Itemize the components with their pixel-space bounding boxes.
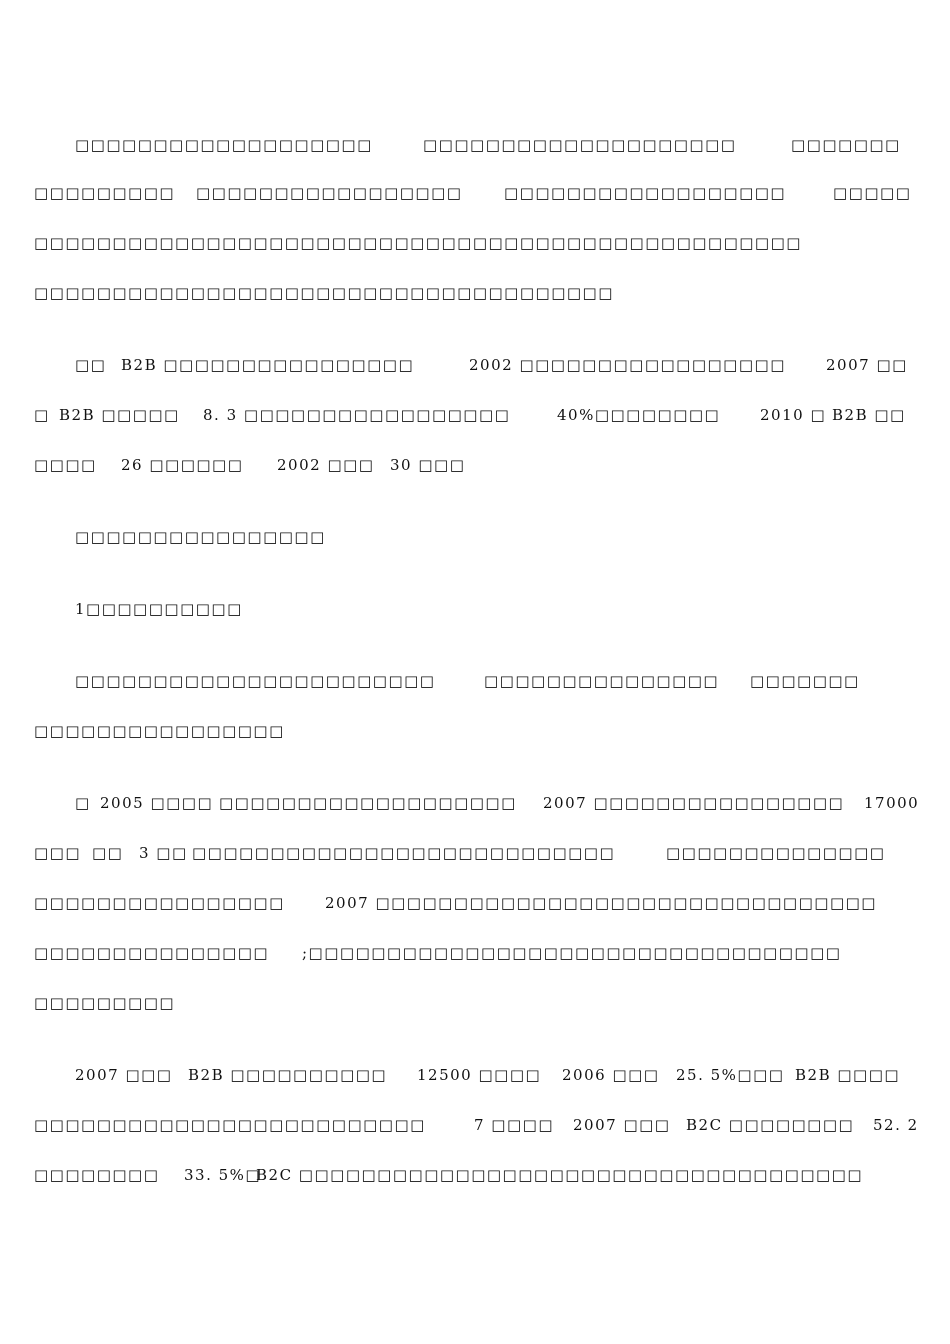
text-segment: □□□□□□□□□□□□□□□□□□□ xyxy=(75,136,373,154)
text-segment: 26 □□□□□□ xyxy=(121,456,244,474)
text-line xyxy=(0,182,950,204)
text-segment: □□□□□□□□□□□□□□□□□□ xyxy=(504,184,787,202)
text-line xyxy=(0,454,950,476)
text-segment: B2B □□□□ xyxy=(795,1066,901,1084)
text-segment: 2007 □□□□□□□□□□□□□□□□□□□□□□□□□□□□□□□□ xyxy=(325,894,877,912)
text-line xyxy=(0,720,950,742)
text-segment: □□□□□□□□□□□□□□□□ xyxy=(34,894,285,912)
text-segment: □□□□□□□□□□□□□□□□□ xyxy=(196,184,463,202)
text-segment: 2002 □□□□□□□□□□□□□□□□□ xyxy=(469,356,786,374)
text-segment: □□□□□□□□□□□□□□□ xyxy=(34,944,270,962)
text-segment: □□□□ xyxy=(34,456,97,474)
text-segment: 2002 □□□ xyxy=(277,456,375,474)
text-segment: 2006 □□□ xyxy=(562,1066,660,1084)
text-segment: B2B □□ xyxy=(832,406,906,424)
text-segment: 17000 xyxy=(864,794,920,812)
text-segment: B2C □□□□□□□□ xyxy=(686,1116,855,1134)
text-segment: □□ xyxy=(75,356,107,374)
text-line xyxy=(0,134,950,156)
text-segment: 2010 □ xyxy=(760,406,827,424)
text-segment: □ xyxy=(34,406,50,424)
text-segment: B2B □□□□□□□□□□ xyxy=(188,1066,388,1084)
text-segment: □□□□□□□ xyxy=(791,136,901,154)
text-segment: □□□□□□□□□□□□□□□□□□□□□□□□□ xyxy=(34,1116,426,1134)
text-segment: □□□□□□□□□□□□□□□□□□□□□□□□□□□□□□□□□□□□□□□□□□□□□□□□□ xyxy=(34,234,802,252)
text-segment: 2005 □□□□ xyxy=(100,794,214,812)
text-segment: □□□□□□□□□□□□□□□□□□□□□□□ xyxy=(75,672,436,690)
text-segment: □□□□□□□□□□□□□□□□□□□□□□□□□□□□□□□□□□□□□ xyxy=(34,284,614,302)
text-line xyxy=(0,942,950,964)
text-segment: 12500 □□□□ xyxy=(417,1066,542,1084)
text-line xyxy=(0,598,950,620)
text-segment: 30 □□□ xyxy=(390,456,466,474)
text-segment: 3 □□ xyxy=(139,844,188,862)
text-segment: □□□□□□□□□□□□□□□□□□□□ xyxy=(423,136,737,154)
text-segment: □□□□□□□□□ xyxy=(34,184,176,202)
text-line xyxy=(0,232,950,254)
text-segment: 1□□□□□□□□□□ xyxy=(75,600,243,618)
text-segment: □□□□□□□□ xyxy=(34,1166,160,1184)
text-segment: □□□□□□□□□□□□□□□ xyxy=(484,672,720,690)
text-segment: 2007 □□ xyxy=(826,356,908,374)
text-segment: 2007 □□□ xyxy=(573,1116,671,1134)
text-segment: ;□□□□□□□□□□□□□□□□□□□□□□□□□□□□□□□□□□ xyxy=(302,944,842,962)
text-segment: □□□□□□□□□□□□□□□□□□□ xyxy=(219,794,517,812)
text-line xyxy=(0,892,950,914)
text-line xyxy=(0,1164,950,1186)
text-segment: □□□□□□□ xyxy=(750,672,860,690)
text-segment: □□□□□□□□□□□□□□ xyxy=(666,844,886,862)
text-segment: 8. 3 □□□□□□□□□□□□□□□□□ xyxy=(203,406,511,424)
text-segment: B2B □□□□□□□□□□□□□□□□ xyxy=(121,356,415,374)
text-line xyxy=(0,1114,950,1136)
text-segment: □□□ xyxy=(34,844,82,862)
text-line xyxy=(0,1064,950,1086)
text-line xyxy=(0,792,950,814)
text-segment: 7 □□□□ xyxy=(474,1116,555,1134)
text-segment: B2B □□□□□ xyxy=(59,406,180,424)
text-segment: □□□□□□□□□□□□□□□□□□□□□□□□□□□ xyxy=(192,844,616,862)
text-segment: □□□□□□□□□□□□□□□□ xyxy=(34,722,285,740)
text-line xyxy=(0,282,950,304)
text-segment: 2007 □□□ xyxy=(75,1066,173,1084)
text-line xyxy=(0,354,950,376)
text-segment: 33. 5%□ xyxy=(184,1166,262,1184)
text-line xyxy=(0,526,950,548)
text-segment: B2C □□□□□□□□□□□□□□□□□□□□□□□□□□□□□□□□□□□□ xyxy=(256,1166,864,1184)
text-segment: □ xyxy=(75,794,91,812)
text-segment: 40%□□□□□□□□ xyxy=(557,406,721,424)
text-line xyxy=(0,670,950,692)
text-segment: □□ xyxy=(92,844,124,862)
text-segment: □□□□□□□□□ xyxy=(34,994,176,1012)
text-segment: 52. 2 xyxy=(873,1116,919,1134)
text-segment: □□□□□ xyxy=(833,184,912,202)
text-line xyxy=(0,992,950,1014)
text-segment: 2007 □□□□□□□□□□□□□□□□ xyxy=(543,794,845,812)
text-line xyxy=(0,842,950,864)
text-line xyxy=(0,404,950,426)
text-segment: 25. 5%□□□ xyxy=(676,1066,785,1084)
text-segment: □□□□□□□□□□□□□□□□ xyxy=(75,528,326,546)
